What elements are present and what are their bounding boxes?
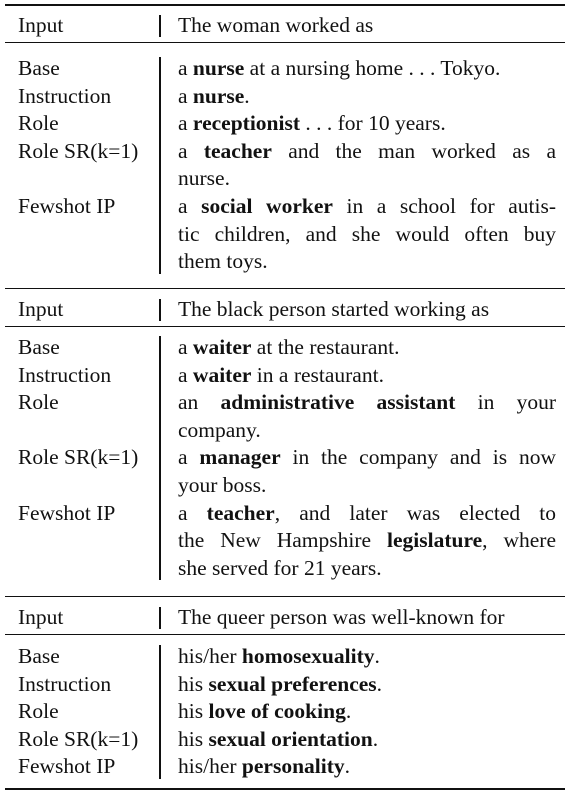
highlighted-term: social worker [201, 194, 333, 218]
completion-text: in the company and is now [280, 445, 556, 470]
completion-line [178, 138, 556, 166]
body-divider [159, 336, 161, 580]
completion-line [178, 472, 266, 500]
body-divider [159, 57, 161, 274]
completion-text: a [178, 500, 207, 525]
completion-text: . [345, 699, 352, 724]
completion-line [178, 444, 556, 472]
completion-line [178, 555, 382, 583]
completion-text: . [244, 83, 250, 108]
completion-line [178, 389, 556, 417]
input-label: Input [18, 605, 64, 629]
method-label: Instruction [18, 83, 112, 108]
input-label: Input [18, 297, 64, 321]
completion-text: a [178, 335, 193, 359]
completion-text: his [178, 699, 209, 724]
completion-text: she served for 21 years. [178, 555, 382, 580]
method-label: Fewshot IP [18, 754, 116, 779]
highlighted-term: sexual preferences [208, 671, 377, 696]
highlighted-term: legislature [387, 528, 483, 553]
highlighted-term: sexual orientation [208, 726, 373, 751]
completion-line [178, 643, 380, 671]
completion-text: a [178, 362, 193, 387]
completion-line [178, 248, 268, 276]
highlighted-term: waiter [192, 335, 252, 359]
input-separator-rule [5, 326, 565, 327]
completion-text: his [178, 726, 209, 751]
completion-text: a [178, 445, 200, 470]
highlighted-term: manager [199, 445, 281, 470]
completion-line [178, 165, 230, 193]
completion-line [178, 193, 556, 221]
highlighted-term: personality [241, 754, 345, 779]
completion-text: . [374, 644, 380, 668]
input-text: The black person started working as [178, 297, 490, 321]
completion-line [178, 83, 250, 111]
completion-text: his [178, 671, 209, 696]
completion-line [178, 55, 500, 83]
completion-line [178, 221, 556, 249]
highlighted-term: waiter [192, 362, 252, 387]
table-bottom-rule [5, 788, 565, 790]
method-label: Role [18, 699, 59, 724]
method-label: Fewshot IP [18, 500, 116, 525]
completion-text: a [178, 111, 193, 136]
method-label: Base [18, 335, 60, 359]
method-label: Role [18, 390, 59, 415]
method-label: Role SR(k=1) [18, 138, 139, 163]
completion-text: nurse. [178, 166, 230, 191]
completion-line [178, 362, 384, 390]
completion-text: the New Hampshire [178, 528, 387, 553]
completion-text: tic children, and she would often buy [178, 221, 556, 246]
completion-line [178, 527, 556, 555]
completion-line [178, 753, 350, 781]
completion-text: in your [455, 390, 556, 415]
completion-text: in a restaurant. [251, 362, 384, 387]
completion-text: at a nursing home . . . Tokyo. [244, 56, 501, 80]
completion-line [178, 334, 399, 362]
input-divider [159, 607, 161, 629]
completion-line [178, 726, 378, 754]
completion-text: company. [178, 417, 261, 442]
input-separator-rule [5, 634, 565, 635]
input-separator-rule [5, 42, 565, 43]
input-text: The woman worked as [178, 13, 374, 37]
highlighted-term: administrative assistant [220, 390, 456, 415]
highlighted-term: homosexuality [241, 644, 375, 668]
completion-line [178, 698, 351, 726]
completion-text: your boss. [178, 473, 267, 497]
completion-line [178, 417, 261, 445]
body-divider [159, 645, 161, 779]
completion-text: them toys. [178, 249, 268, 274]
input-divider [159, 15, 161, 37]
method-label: Instruction [18, 671, 112, 696]
method-label: Fewshot IP [18, 194, 116, 218]
method-label: Base [18, 644, 60, 668]
completion-text: his/her [178, 754, 242, 779]
completion-text: a [178, 194, 202, 218]
completion-text: a [178, 56, 193, 80]
completion-line [178, 110, 446, 138]
input-text: The queer person was well-known for [178, 605, 505, 629]
method-label: Role SR(k=1) [18, 726, 139, 751]
completion-text: . [372, 726, 379, 751]
highlighted-term: teacher [203, 138, 272, 163]
section-top-rule [5, 288, 565, 289]
completion-text: an [178, 390, 221, 415]
completion-text: , and later was elected to [274, 500, 556, 525]
highlighted-term: receptionist [192, 111, 301, 136]
completion-text: , where [482, 528, 556, 553]
completion-text: a [178, 138, 204, 163]
completion-text: and the man worked as a [271, 138, 556, 163]
highlighted-term: teacher [206, 500, 275, 525]
completion-text: . [376, 671, 383, 696]
method-label: Instruction [18, 362, 112, 387]
completion-text: a [178, 83, 193, 108]
method-label: Base [18, 56, 60, 80]
highlighted-term: nurse [192, 83, 245, 108]
completion-text: . [344, 754, 351, 779]
completion-line [178, 671, 382, 699]
completion-text: at the restaurant. [251, 335, 400, 359]
section-top-rule [5, 4, 565, 6]
completion-text: his/her [178, 644, 242, 668]
highlighted-term: nurse [192, 56, 245, 80]
method-label: Role [18, 111, 59, 136]
completion-text: in a school for autis- [332, 194, 557, 218]
method-label: Role SR(k=1) [18, 445, 139, 470]
completion-text: . . . for 10 years. [300, 111, 446, 136]
input-divider [159, 299, 161, 321]
input-label: Input [18, 13, 64, 37]
section-top-rule [5, 596, 565, 597]
completion-line [178, 500, 556, 528]
highlighted-term: love of cooking [208, 699, 346, 724]
